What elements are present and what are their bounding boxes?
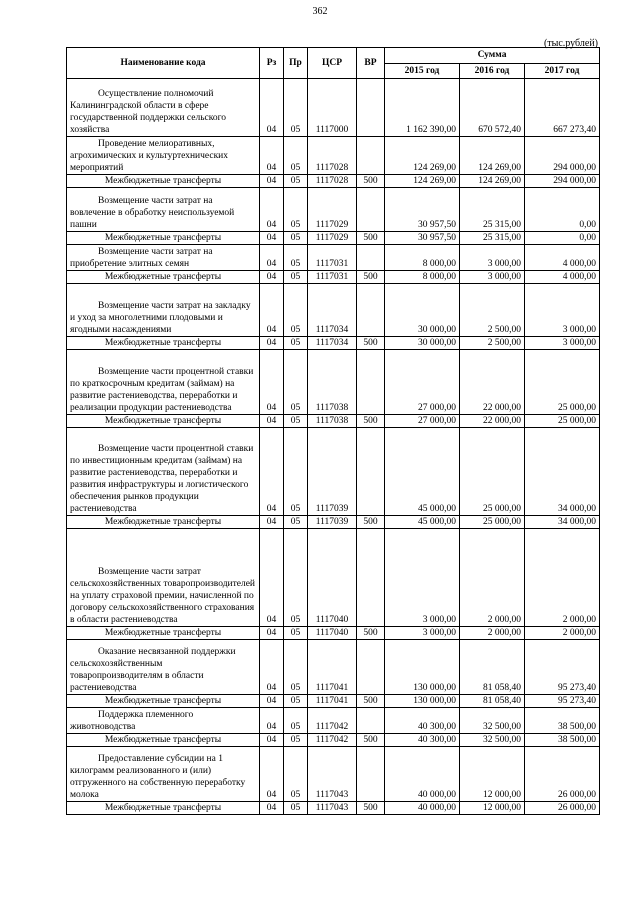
amount-2015-cell: 3 000,00 bbox=[385, 529, 460, 627]
csr-cell: 1117039 bbox=[308, 428, 357, 516]
header-2017: 2017 год bbox=[525, 63, 600, 79]
vr-cell: 500 bbox=[357, 271, 385, 284]
code-name-text: Оказание несвязанной поддержки сельскохозяйственным товаропроизводителям в области растениеводства bbox=[70, 647, 236, 693]
amount-2015-cell: 40 300,00 bbox=[385, 734, 460, 747]
pr-cell: 05 bbox=[284, 415, 308, 428]
amount-2017-cell: 38 500,00 bbox=[525, 734, 600, 747]
code-name-cell bbox=[67, 245, 260, 271]
amount-2016-cell: 22 000,00 bbox=[460, 415, 525, 428]
amount-2015-cell: 8 000,00 bbox=[385, 271, 460, 284]
rz-cell: 04 bbox=[260, 350, 284, 415]
vr-cell bbox=[357, 640, 385, 695]
table-body bbox=[67, 79, 600, 815]
csr-cell: 1117028 bbox=[308, 137, 357, 175]
pr-cell: 05 bbox=[284, 245, 308, 271]
pr-cell: 05 bbox=[284, 337, 308, 350]
code-name-text: Возмещение части затрат на вовлечение в обработку неиспользуемой пашни bbox=[70, 196, 235, 230]
pr-cell: 05 bbox=[284, 640, 308, 695]
code-name-cell bbox=[67, 188, 260, 232]
vr-cell bbox=[357, 529, 385, 627]
vr-cell: 500 bbox=[357, 516, 385, 529]
vr-cell bbox=[357, 428, 385, 516]
pr-cell: 05 bbox=[284, 695, 308, 708]
csr-cell: 1117000 bbox=[308, 79, 357, 137]
rz-cell: 04 bbox=[260, 695, 284, 708]
transfer-row bbox=[67, 415, 600, 428]
pr-cell: 05 bbox=[284, 175, 308, 188]
table-row bbox=[67, 428, 600, 516]
code-name-cell bbox=[67, 640, 260, 695]
csr-cell: 1117040 bbox=[308, 627, 357, 640]
code-name-cell bbox=[67, 137, 260, 175]
rz-cell: 04 bbox=[260, 415, 284, 428]
header-sum: Сумма bbox=[385, 48, 600, 64]
amount-2017-cell: 0,00 bbox=[525, 188, 600, 232]
code-name-cell bbox=[67, 428, 260, 516]
vr-cell bbox=[357, 79, 385, 137]
table-row bbox=[67, 708, 600, 734]
header-vr: ВР bbox=[357, 48, 385, 79]
amount-2016-cell: 81 058,40 bbox=[460, 695, 525, 708]
code-name-text: Поддержка племенного животноводства bbox=[70, 710, 194, 732]
pr-cell: 05 bbox=[284, 188, 308, 232]
rz-cell: 04 bbox=[260, 79, 284, 137]
amount-2017-cell: 294 000,00 bbox=[525, 175, 600, 188]
transfer-row bbox=[67, 695, 600, 708]
amount-2017-cell: 294 000,00 bbox=[525, 137, 600, 175]
csr-cell: 1117031 bbox=[308, 245, 357, 271]
table-row bbox=[67, 188, 600, 232]
csr-cell: 1117029 bbox=[308, 232, 357, 245]
amount-2015-cell: 30 000,00 bbox=[385, 337, 460, 350]
amount-2015-cell: 45 000,00 bbox=[385, 516, 460, 529]
amount-2017-cell: 25 000,00 bbox=[525, 415, 600, 428]
code-name-cell bbox=[67, 284, 260, 337]
amount-2016-cell: 81 058,40 bbox=[460, 640, 525, 695]
code-name-cell bbox=[67, 529, 260, 627]
code-name-cell: Межбюджетные трансферты bbox=[67, 175, 260, 188]
rz-cell: 04 bbox=[260, 271, 284, 284]
amount-2016-cell: 12 000,00 bbox=[460, 747, 525, 802]
vr-cell bbox=[357, 708, 385, 734]
amount-2015-cell: 45 000,00 bbox=[385, 428, 460, 516]
code-name-cell bbox=[67, 350, 260, 415]
amount-2015-cell: 30 000,00 bbox=[385, 284, 460, 337]
rz-cell: 04 bbox=[260, 232, 284, 245]
amount-2017-cell: 4 000,00 bbox=[525, 245, 600, 271]
amount-2015-cell: 1 162 390,00 bbox=[385, 79, 460, 137]
amount-2015-cell: 124 269,00 bbox=[385, 137, 460, 175]
pr-cell: 05 bbox=[284, 708, 308, 734]
csr-cell: 1117042 bbox=[308, 734, 357, 747]
code-name-text: Возмещение части процентной ставки по краткосрочным кредитам (займам) на развитие растениеводства, переработки и реализации продукции растениеводства bbox=[70, 367, 254, 413]
amount-2016-cell: 124 269,00 bbox=[460, 137, 525, 175]
rz-cell: 04 bbox=[260, 734, 284, 747]
vr-cell: 500 bbox=[357, 415, 385, 428]
pr-cell: 05 bbox=[284, 802, 308, 815]
amount-2017-cell: 4 000,00 bbox=[525, 271, 600, 284]
amount-2015-cell: 130 000,00 bbox=[385, 640, 460, 695]
csr-cell: 1117038 bbox=[308, 350, 357, 415]
vr-cell: 500 bbox=[357, 802, 385, 815]
transfer-row bbox=[67, 175, 600, 188]
rz-cell: 04 bbox=[260, 627, 284, 640]
amount-2017-cell: 3 000,00 bbox=[525, 284, 600, 337]
code-name-cell bbox=[67, 79, 260, 137]
vr-cell: 500 bbox=[357, 232, 385, 245]
rz-cell: 04 bbox=[260, 337, 284, 350]
table-row bbox=[67, 747, 600, 802]
csr-cell: 1117031 bbox=[308, 271, 357, 284]
csr-cell: 1117040 bbox=[308, 529, 357, 627]
code-name-cell: Межбюджетные трансферты bbox=[67, 802, 260, 815]
header-rz: Рз bbox=[260, 48, 284, 79]
vr-cell: 500 bbox=[357, 337, 385, 350]
header-2016: 2016 год bbox=[460, 63, 525, 79]
amount-2016-cell: 12 000,00 bbox=[460, 802, 525, 815]
csr-cell: 1117034 bbox=[308, 337, 357, 350]
table-row bbox=[67, 529, 600, 627]
pr-cell: 05 bbox=[284, 350, 308, 415]
table-row bbox=[67, 137, 600, 175]
csr-cell: 1117043 bbox=[308, 802, 357, 815]
rz-cell: 04 bbox=[260, 747, 284, 802]
vr-cell bbox=[357, 284, 385, 337]
csr-cell: 1117041 bbox=[308, 695, 357, 708]
table-row bbox=[67, 350, 600, 415]
amount-2015-cell: 3 000,00 bbox=[385, 627, 460, 640]
code-name-cell: Межбюджетные трансферты bbox=[67, 271, 260, 284]
header-2015: 2015 год bbox=[385, 63, 460, 79]
amount-2016-cell: 22 000,00 bbox=[460, 350, 525, 415]
amount-2017-cell: 34 000,00 bbox=[525, 516, 600, 529]
pr-cell: 05 bbox=[284, 284, 308, 337]
amount-2016-cell: 2 000,00 bbox=[460, 627, 525, 640]
code-name-cell: Межбюджетные трансферты bbox=[67, 695, 260, 708]
csr-cell: 1117041 bbox=[308, 640, 357, 695]
amount-2016-cell: 2 000,00 bbox=[460, 529, 525, 627]
csr-cell: 1117043 bbox=[308, 747, 357, 802]
code-name-text: Осуществление полномочий Калининградской области в сфере государственной поддержки сельского хозяйства bbox=[70, 89, 227, 135]
rz-cell: 04 bbox=[260, 529, 284, 627]
vr-cell bbox=[357, 188, 385, 232]
amount-2016-cell: 25 315,00 bbox=[460, 188, 525, 232]
transfer-row bbox=[67, 271, 600, 284]
code-name-text: Возмещение части затрат на закладку и уход за многолетними плодовыми и ягодными насаждениями bbox=[70, 301, 251, 335]
amount-2016-cell: 25 000,00 bbox=[460, 428, 525, 516]
amount-2016-cell: 2 500,00 bbox=[460, 337, 525, 350]
amount-2017-cell: 95 273,40 bbox=[525, 695, 600, 708]
rz-cell: 04 bbox=[260, 708, 284, 734]
pr-cell: 05 bbox=[284, 627, 308, 640]
amount-2015-cell: 8 000,00 bbox=[385, 245, 460, 271]
table-row bbox=[67, 245, 600, 271]
transfer-row bbox=[67, 734, 600, 747]
rz-cell: 04 bbox=[260, 245, 284, 271]
rz-cell: 04 bbox=[260, 175, 284, 188]
transfer-row bbox=[67, 802, 600, 815]
pr-cell: 05 bbox=[284, 79, 308, 137]
amount-2016-cell: 2 500,00 bbox=[460, 284, 525, 337]
amount-2016-cell: 25 000,00 bbox=[460, 516, 525, 529]
code-name-cell: Межбюджетные трансферты bbox=[67, 734, 260, 747]
amount-2017-cell: 38 500,00 bbox=[525, 708, 600, 734]
csr-cell: 1117028 bbox=[308, 175, 357, 188]
header-csr: ЦСР bbox=[308, 48, 357, 79]
csr-cell: 1117034 bbox=[308, 284, 357, 337]
amount-2017-cell: 2 000,00 bbox=[525, 627, 600, 640]
vr-cell: 500 bbox=[357, 734, 385, 747]
vr-cell bbox=[357, 245, 385, 271]
pr-cell: 05 bbox=[284, 137, 308, 175]
vr-cell: 500 bbox=[357, 175, 385, 188]
vr-cell bbox=[357, 350, 385, 415]
rz-cell: 04 bbox=[260, 188, 284, 232]
code-name-text: Возмещение части затрат на приобретение элитных семян bbox=[70, 247, 213, 269]
amount-2015-cell: 27 000,00 bbox=[385, 350, 460, 415]
rz-cell: 04 bbox=[260, 640, 284, 695]
amount-2017-cell: 3 000,00 bbox=[525, 337, 600, 350]
amount-2017-cell: 0,00 bbox=[525, 232, 600, 245]
header-pr: Пр bbox=[284, 48, 308, 79]
amount-2017-cell: 34 000,00 bbox=[525, 428, 600, 516]
pr-cell: 05 bbox=[284, 529, 308, 627]
amount-2016-cell: 670 572,40 bbox=[460, 79, 525, 137]
rz-cell: 04 bbox=[260, 428, 284, 516]
csr-cell: 1117029 bbox=[308, 188, 357, 232]
transfer-row bbox=[67, 232, 600, 245]
pr-cell: 05 bbox=[284, 271, 308, 284]
amount-2017-cell: 26 000,00 bbox=[525, 747, 600, 802]
csr-cell: 1117038 bbox=[308, 415, 357, 428]
amount-2015-cell: 30 957,50 bbox=[385, 188, 460, 232]
csr-cell: 1117039 bbox=[308, 516, 357, 529]
amount-2015-cell: 27 000,00 bbox=[385, 415, 460, 428]
rz-cell: 04 bbox=[260, 137, 284, 175]
transfer-row bbox=[67, 516, 600, 529]
code-name-cell: Межбюджетные трансферты bbox=[67, 627, 260, 640]
amount-2017-cell: 26 000,00 bbox=[525, 802, 600, 815]
amount-2016-cell: 3 000,00 bbox=[460, 245, 525, 271]
code-name-cell: Межбюджетные трансферты bbox=[67, 415, 260, 428]
amount-2015-cell: 130 000,00 bbox=[385, 695, 460, 708]
amount-2015-cell: 124 269,00 bbox=[385, 175, 460, 188]
rz-cell: 04 bbox=[260, 284, 284, 337]
code-name-text: Проведение мелиоративных, агрохимических и культуртехнических мероприятий bbox=[70, 139, 229, 173]
code-name-cell: Межбюджетные трансферты bbox=[67, 232, 260, 245]
transfer-row bbox=[67, 337, 600, 350]
amount-2015-cell: 30 957,50 bbox=[385, 232, 460, 245]
pr-cell: 05 bbox=[284, 747, 308, 802]
transfer-row bbox=[67, 627, 600, 640]
amount-2017-cell: 25 000,00 bbox=[525, 350, 600, 415]
code-name-cell: Межбюджетные трансферты bbox=[67, 516, 260, 529]
table-row bbox=[67, 640, 600, 695]
amount-2017-cell: 95 273,40 bbox=[525, 640, 600, 695]
vr-cell bbox=[357, 747, 385, 802]
units-label: (тыс.рублей) bbox=[543, 38, 598, 49]
code-name-text: Возмещение части процентной ставки по инвестиционным кредитам (займам) на развитие растениеводства, переработки и развития инфраструктуры и логистического обеспечения рынков продукции растениеводства bbox=[70, 444, 254, 514]
vr-cell: 500 bbox=[357, 627, 385, 640]
amount-2016-cell: 32 500,00 bbox=[460, 734, 525, 747]
amount-2016-cell: 124 269,00 bbox=[460, 175, 525, 188]
amount-2017-cell: 2 000,00 bbox=[525, 529, 600, 627]
code-name-cell bbox=[67, 708, 260, 734]
amount-2016-cell: 3 000,00 bbox=[460, 271, 525, 284]
table-header bbox=[67, 48, 600, 79]
vr-cell: 500 bbox=[357, 695, 385, 708]
page-number: 362 bbox=[312, 6, 328, 17]
rz-cell: 04 bbox=[260, 802, 284, 815]
pr-cell: 05 bbox=[284, 232, 308, 245]
pr-cell: 05 bbox=[284, 428, 308, 516]
code-name-text: Возмещение части затрат сельскохозяйственных товаропроизводителей на уплату страховой премии, начисленной по договору сельскохозяйственного страхования в области растениеводства bbox=[70, 567, 256, 625]
table-row bbox=[67, 284, 600, 337]
csr-cell: 1117042 bbox=[308, 708, 357, 734]
amount-2015-cell: 40 000,00 bbox=[385, 802, 460, 815]
code-name-cell bbox=[67, 747, 260, 802]
vr-cell bbox=[357, 137, 385, 175]
pr-cell: 05 bbox=[284, 516, 308, 529]
amount-2016-cell: 32 500,00 bbox=[460, 708, 525, 734]
rz-cell: 04 bbox=[260, 516, 284, 529]
table-row bbox=[67, 79, 600, 137]
code-name-cell: Межбюджетные трансферты bbox=[67, 337, 260, 350]
amount-2017-cell: 667 273,40 bbox=[525, 79, 600, 137]
amount-2016-cell: 25 315,00 bbox=[460, 232, 525, 245]
amount-2015-cell: 40 000,00 bbox=[385, 747, 460, 802]
header-name: Наименование кода bbox=[67, 48, 260, 79]
code-name-text: Предоставление субсидии на 1 килограмм реализованного и (или) отгруженного на собственную переработку молока bbox=[70, 754, 246, 800]
budget-table bbox=[66, 47, 600, 815]
amount-2015-cell: 40 300,00 bbox=[385, 708, 460, 734]
pr-cell: 05 bbox=[284, 734, 308, 747]
